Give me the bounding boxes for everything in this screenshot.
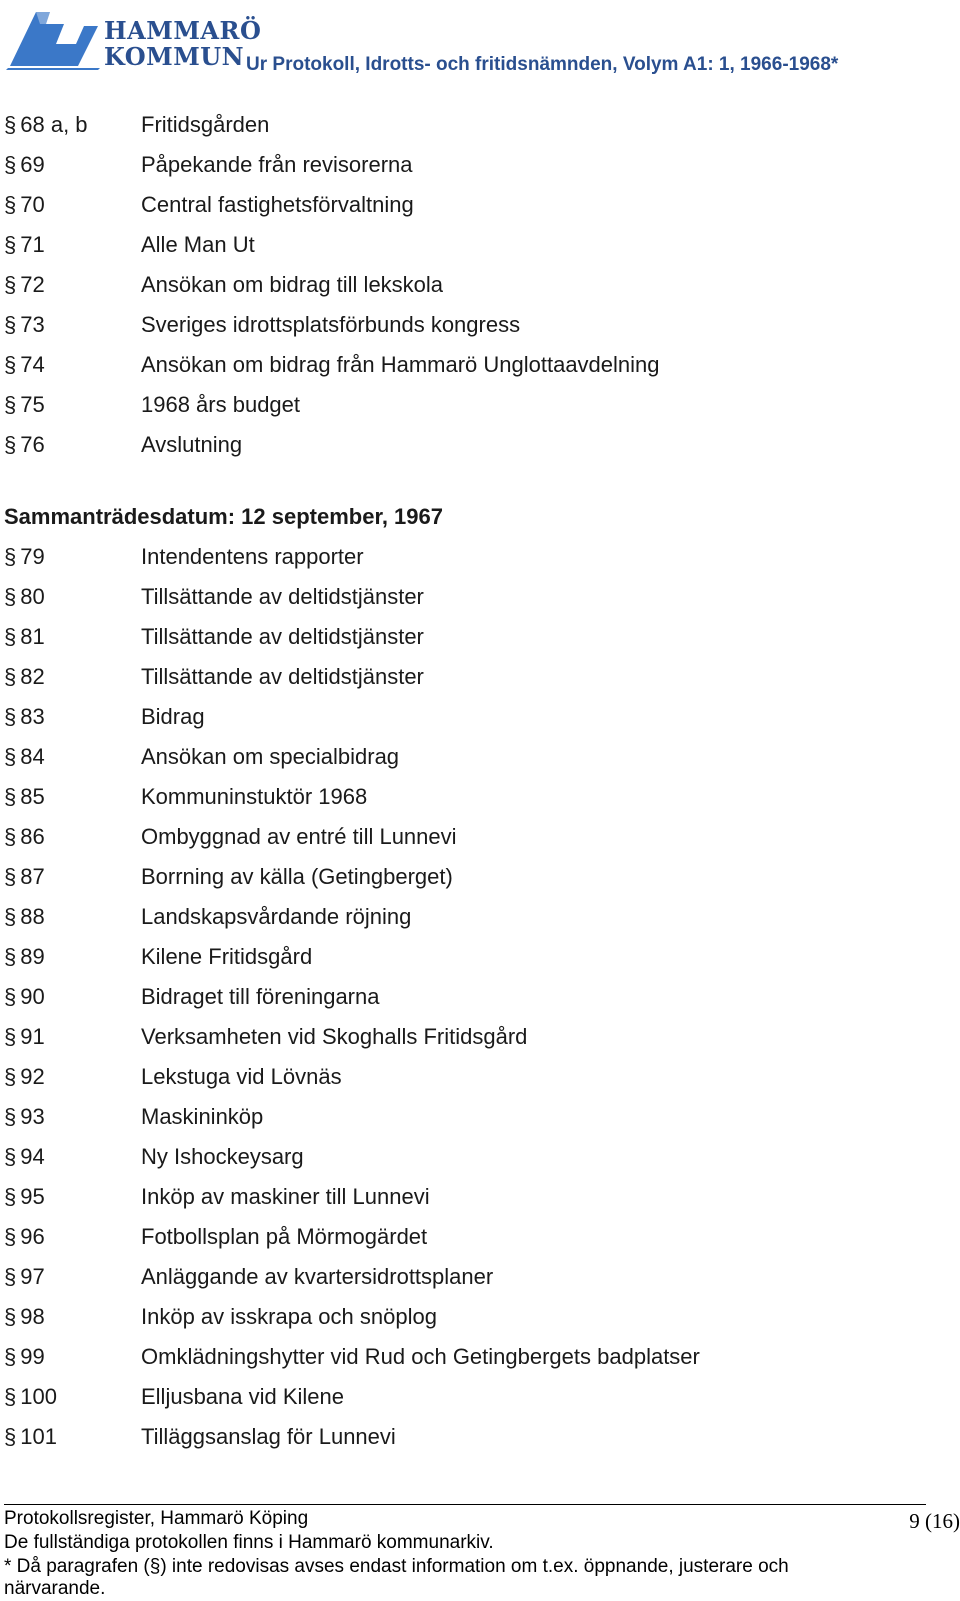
agenda-item-title: Påpekande från revisorerna bbox=[141, 152, 413, 177]
section-sign: § bbox=[4, 192, 17, 217]
section-sign: § bbox=[4, 112, 17, 137]
paragraph-number-value: 84 bbox=[20, 744, 45, 769]
agenda-item-title: Kilene Fritidsgård bbox=[141, 944, 313, 969]
agenda-item-title: Elljusbana vid Kilene bbox=[141, 1384, 345, 1409]
paragraph-number-value: 69 bbox=[20, 152, 45, 177]
agenda-item-title: Avslutning bbox=[141, 432, 243, 457]
agenda-item bbox=[0, 944, 960, 984]
footer-footnote-line2: närvarande. bbox=[4, 1578, 106, 1599]
paragraph-number bbox=[4, 352, 45, 378]
section-sign: § bbox=[4, 744, 17, 769]
agenda-item bbox=[0, 1104, 960, 1144]
agenda-item-title: Alle Man Ut bbox=[141, 232, 255, 257]
paragraph-number bbox=[4, 824, 45, 850]
agenda-item bbox=[0, 1024, 960, 1064]
paragraph-number bbox=[4, 944, 45, 970]
paragraph-number bbox=[4, 1424, 57, 1450]
section-sign: § bbox=[4, 664, 17, 689]
agenda-item bbox=[0, 1384, 960, 1424]
agenda-item-title: Tillsättande av deltidstjänster bbox=[141, 664, 424, 689]
paragraph-number bbox=[4, 624, 45, 650]
paragraph-number bbox=[4, 1384, 57, 1410]
section-sign: § bbox=[4, 152, 17, 177]
paragraph-number-value: 72 bbox=[20, 272, 45, 297]
section-sign: § bbox=[4, 544, 17, 569]
section-sign: § bbox=[4, 312, 17, 337]
agenda-item bbox=[0, 1144, 960, 1184]
paragraph-number-value: 70 bbox=[20, 192, 45, 217]
paragraph-number-value: 89 bbox=[20, 944, 45, 969]
paragraph-number-value: 91 bbox=[20, 1024, 45, 1049]
paragraph-number bbox=[4, 392, 45, 418]
agenda-item-title: Verksamheten vid Skoghalls Fritidsgård bbox=[141, 1024, 528, 1049]
paragraph-number bbox=[4, 312, 45, 338]
paragraph-number-value: 94 bbox=[20, 1144, 45, 1169]
paragraph-number bbox=[4, 1104, 45, 1130]
agenda-item bbox=[0, 624, 960, 664]
section-sign: § bbox=[4, 1304, 17, 1329]
section-sign: § bbox=[4, 824, 17, 849]
section-sign: § bbox=[4, 1224, 17, 1249]
section-sign: § bbox=[4, 584, 17, 609]
paragraph-number-value: 76 bbox=[20, 432, 45, 457]
agenda-item-title: Inköp av maskiner till Lunnevi bbox=[141, 1184, 430, 1209]
paragraph-number bbox=[4, 584, 45, 610]
paragraph-number-value: 83 bbox=[20, 704, 45, 729]
section-sign: § bbox=[4, 1064, 17, 1089]
agenda-item-title: Tillsättande av deltidstjänster bbox=[141, 624, 424, 649]
meeting-date-heading: Sammanträdesdatum: 12 september, 1967 bbox=[4, 504, 443, 529]
agenda-item bbox=[0, 352, 960, 392]
agenda-item-title: Central fastighetsförvaltning bbox=[141, 192, 414, 217]
section-sign: § bbox=[4, 272, 17, 297]
agenda-item bbox=[0, 272, 960, 312]
section-sign: § bbox=[4, 352, 17, 377]
agenda-item bbox=[0, 864, 960, 904]
agenda-item-title: Fritidsgården bbox=[141, 112, 270, 137]
agenda-item bbox=[0, 544, 960, 584]
paragraph-number bbox=[4, 544, 45, 570]
section-sign: § bbox=[4, 1104, 17, 1129]
paragraph-number-value: 75 bbox=[20, 392, 45, 417]
paragraph-number-value: 101 bbox=[20, 1424, 57, 1449]
agenda-item bbox=[0, 112, 960, 152]
paragraph-number-value: 92 bbox=[20, 1064, 45, 1089]
paragraph-number-value: 90 bbox=[20, 984, 45, 1009]
paragraph-number bbox=[4, 904, 45, 930]
agenda-item bbox=[0, 784, 960, 824]
paragraph-number bbox=[4, 784, 45, 810]
document-title: Ur Protokoll, Idrotts- och fritidsnämnden, Volym A1: 1, 1966-1968* bbox=[246, 54, 839, 75]
agenda-item bbox=[0, 984, 960, 1024]
agenda-item bbox=[0, 704, 960, 744]
section-sign: § bbox=[4, 904, 17, 929]
footer-footnote-line1: * Då paragrafen (§) inte redovisas avses endast information om t.ex. öppnande, justerare och bbox=[4, 1556, 789, 1577]
agenda-item-title: Ansökan om bidrag till lekskola bbox=[141, 272, 444, 297]
paragraph-number bbox=[4, 232, 45, 258]
agenda-item bbox=[0, 152, 960, 192]
agenda-item bbox=[0, 1224, 960, 1264]
paragraph-number-value: 85 bbox=[20, 784, 45, 809]
agenda-item-title: Ny Ishockeysarg bbox=[141, 1144, 304, 1169]
footer-archive-note: De fullständiga protokollen finns i Hammarö kommunarkiv. bbox=[4, 1532, 494, 1553]
agenda-item-title: Sveriges idrottsplatsförbunds kongress bbox=[141, 312, 521, 337]
agenda-item bbox=[0, 1304, 960, 1344]
paragraph-number-value: 86 bbox=[20, 824, 45, 849]
logo-mark-icon bbox=[6, 4, 102, 70]
agenda-item bbox=[0, 1344, 960, 1384]
section-sign: § bbox=[4, 1344, 17, 1369]
paragraph-number-value: 73 bbox=[20, 312, 45, 337]
paragraph-number-value: 81 bbox=[20, 624, 45, 649]
agenda-item bbox=[0, 664, 960, 704]
paragraph-number-value: 93 bbox=[20, 1104, 45, 1129]
section-sign: § bbox=[4, 944, 17, 969]
agenda-item-title: Tilläggsanslag för Lunnevi bbox=[141, 1424, 396, 1449]
section-sign: § bbox=[4, 864, 17, 889]
section-sign: § bbox=[4, 1144, 17, 1169]
agenda-item bbox=[0, 232, 960, 272]
agenda-item bbox=[0, 192, 960, 232]
paragraph-number-value: 82 bbox=[20, 664, 45, 689]
section-sign: § bbox=[4, 1264, 17, 1289]
section-sign: § bbox=[4, 1184, 17, 1209]
agenda-list-part2 bbox=[0, 544, 960, 1464]
agenda-item-title: Bidraget till föreningarna bbox=[141, 984, 380, 1009]
agenda-list-part1 bbox=[0, 112, 960, 472]
paragraph-number-value: 99 bbox=[20, 1344, 45, 1369]
agenda-item bbox=[0, 1184, 960, 1224]
agenda-item-title: Intendentens rapporter bbox=[141, 544, 364, 569]
agenda-item bbox=[0, 744, 960, 784]
section-sign: § bbox=[4, 784, 17, 809]
paragraph-number bbox=[4, 984, 45, 1010]
agenda-item-title: Tillsättande av deltidstjänster bbox=[141, 584, 424, 609]
agenda-item-title: Anläggande av kvartersidrottsplaner bbox=[141, 1264, 494, 1289]
paragraph-number-value: 97 bbox=[20, 1264, 45, 1289]
section-sign: § bbox=[4, 1384, 17, 1409]
section-sign: § bbox=[4, 984, 17, 1009]
paragraph-number bbox=[4, 1344, 45, 1370]
paragraph-number-value: 74 bbox=[20, 352, 45, 377]
paragraph-number bbox=[4, 744, 45, 770]
paragraph-number-value: 68 a, b bbox=[20, 112, 88, 137]
agenda-item-title: Borrning av källa (Getingberget) bbox=[141, 864, 453, 889]
agenda-item bbox=[0, 392, 960, 432]
page-header bbox=[0, 0, 960, 90]
paragraph-number-value: 95 bbox=[20, 1184, 45, 1209]
paragraph-number bbox=[4, 664, 45, 690]
paragraph-number-value: 88 bbox=[20, 904, 45, 929]
section-sign: § bbox=[4, 232, 17, 257]
paragraph-number bbox=[4, 1024, 45, 1050]
section-sign: § bbox=[4, 392, 17, 417]
paragraph-number-value: 80 bbox=[20, 584, 45, 609]
section-sign: § bbox=[4, 704, 17, 729]
paragraph-number bbox=[4, 112, 88, 138]
paragraph-number-value: 96 bbox=[20, 1224, 45, 1249]
agenda-item bbox=[0, 824, 960, 864]
agenda-item bbox=[0, 1064, 960, 1104]
paragraph-number bbox=[4, 1304, 45, 1330]
agenda-item-title: Ansökan om specialbidrag bbox=[141, 744, 400, 769]
paragraph-number bbox=[4, 1184, 45, 1210]
paragraph-number bbox=[4, 192, 45, 218]
logo-text-line1: HAMMARÖ bbox=[104, 16, 262, 45]
agenda-item-title: Fotbollsplan på Mörmogärdet bbox=[141, 1224, 428, 1249]
paragraph-number bbox=[4, 1224, 45, 1250]
agenda-item bbox=[0, 432, 960, 472]
paragraph-number bbox=[4, 1144, 45, 1170]
agenda-item-title: Landskapsvårdande röjning bbox=[141, 904, 412, 929]
paragraph-number bbox=[4, 1264, 45, 1290]
agenda-item bbox=[0, 1424, 960, 1464]
agenda-item bbox=[0, 584, 960, 624]
agenda-item-title: Bidrag bbox=[141, 704, 205, 729]
agenda-item-title: Maskininköp bbox=[141, 1104, 264, 1129]
paragraph-number bbox=[4, 272, 45, 298]
paragraph-number bbox=[4, 152, 45, 178]
page-number: 9 (16) bbox=[909, 1509, 960, 1533]
paragraph-number bbox=[4, 704, 45, 730]
paragraph-number bbox=[4, 864, 45, 890]
footer-divider bbox=[4, 1504, 926, 1505]
agenda-item bbox=[0, 312, 960, 352]
paragraph-number-value: 71 bbox=[20, 232, 45, 257]
agenda-item-title: Ansökan om bidrag från Hammarö Unglottaavdelning bbox=[141, 352, 660, 377]
paragraph-number-value: 79 bbox=[20, 544, 45, 569]
paragraph-number bbox=[4, 1064, 45, 1090]
page-footer bbox=[0, 1500, 960, 1601]
agenda-item-title: Inköp av isskrapa och snöplog bbox=[141, 1304, 437, 1329]
agenda-item bbox=[0, 904, 960, 944]
agenda-item-title: Ombyggnad av entré till Lunnevi bbox=[141, 824, 457, 849]
paragraph-number-value: 87 bbox=[20, 864, 45, 889]
hammaro-kommun-logo bbox=[6, 4, 262, 74]
agenda-item bbox=[0, 1264, 960, 1304]
agenda-item-title: Lekstuga vid Lövnäs bbox=[141, 1064, 342, 1089]
logo-text-line2: KOMMUN bbox=[104, 42, 245, 71]
agenda-item-title: Omklädningshytter vid Rud och Getingbergets badplatser bbox=[141, 1344, 700, 1369]
section-sign: § bbox=[4, 1424, 17, 1449]
agenda-item-title: 1968 års budget bbox=[141, 392, 301, 417]
paragraph-number bbox=[4, 432, 45, 458]
section-sign: § bbox=[4, 432, 17, 457]
section-sign: § bbox=[4, 1024, 17, 1049]
agenda-item-title: Kommuninstuktör 1968 bbox=[141, 784, 368, 809]
footer-register: Protokollsregister, Hammarö Köping bbox=[4, 1508, 309, 1529]
paragraph-number-value: 100 bbox=[20, 1384, 57, 1409]
paragraph-number-value: 98 bbox=[20, 1304, 45, 1329]
section-sign: § bbox=[4, 624, 17, 649]
